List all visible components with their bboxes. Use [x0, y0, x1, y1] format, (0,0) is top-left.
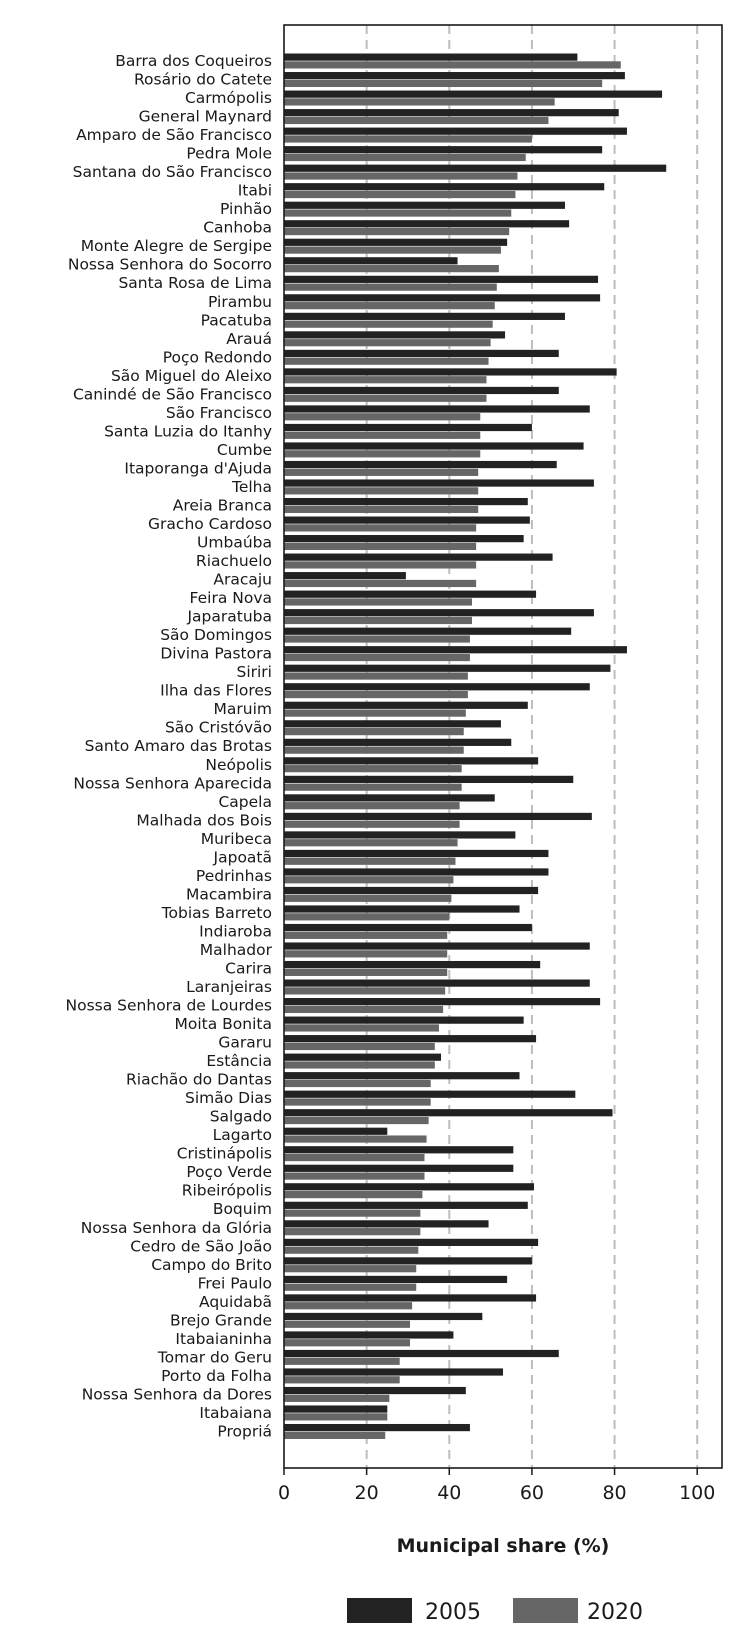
category-label: Umbaúba — [197, 533, 272, 552]
bar-2005 — [284, 498, 528, 505]
bar-2020 — [284, 765, 462, 772]
bar-2005 — [284, 1165, 513, 1172]
bar-2005 — [284, 924, 532, 931]
bar-2020 — [284, 209, 511, 216]
bar-2005 — [284, 1239, 538, 1246]
category-label: Tobias Barreto — [161, 903, 272, 922]
bar-2005 — [284, 1109, 613, 1116]
category-label: Amparo de São Francisco — [76, 126, 272, 145]
category-label: Pedrinhas — [195, 866, 272, 885]
bar-2020 — [284, 98, 555, 105]
bar-2005 — [284, 554, 553, 561]
bar-2020 — [284, 876, 453, 883]
category-label: Divina Pastora — [160, 644, 272, 663]
bar-2020 — [284, 1061, 435, 1068]
bar-2005 — [284, 442, 584, 449]
category-label: Boquim — [212, 1200, 272, 1219]
bar-2005 — [284, 276, 598, 283]
category-label: Japaratuba — [187, 607, 272, 626]
bar-2020 — [284, 265, 499, 272]
bar-2020 — [284, 80, 602, 87]
category-label: Maruim — [213, 700, 272, 719]
bar-2005 — [284, 813, 592, 820]
category-label: Carmópolis — [184, 89, 272, 108]
bar-2005 — [284, 998, 600, 1005]
bar-2005 — [284, 183, 604, 190]
bar-2020 — [284, 1302, 412, 1309]
bar-2005 — [284, 1054, 441, 1061]
bar-2005 — [284, 1276, 507, 1283]
category-label: São Cristóvão — [164, 718, 272, 737]
bar-2005 — [284, 109, 619, 116]
bar-2005 — [284, 165, 666, 172]
bar-2020 — [284, 1080, 431, 1087]
category-label: São Miguel do Aleixo — [110, 366, 272, 385]
bar-2005 — [284, 72, 625, 79]
category-label: Santo Amaro das Brotas — [84, 737, 272, 756]
category-label: Rosário do Catete — [133, 70, 272, 89]
bar-2005 — [284, 868, 548, 875]
bar-2020 — [284, 1395, 389, 1402]
bar-2005 — [284, 887, 538, 894]
bar-2005 — [284, 202, 565, 209]
legend-label-2020: 2020 — [587, 1600, 643, 1625]
bar-2020 — [284, 1432, 385, 1439]
x-tick-label: 20 — [354, 1482, 379, 1504]
x-tick-label: 80 — [602, 1482, 627, 1504]
bar-2005 — [284, 1368, 503, 1375]
legend-label-2005: 2005 — [425, 1600, 481, 1625]
category-label: Capela — [218, 792, 272, 811]
category-label: Areia Branca — [172, 496, 272, 515]
x-tick-label: 100 — [679, 1482, 716, 1504]
bar-2020 — [284, 747, 464, 754]
bar-2005 — [284, 146, 602, 153]
category-label: Pinhão — [220, 200, 272, 219]
bar-2020 — [284, 1265, 416, 1272]
bar-2005 — [284, 702, 528, 709]
bar-2005 — [284, 461, 557, 468]
bar-2020 — [284, 654, 470, 661]
category-label: Poço Verde — [186, 1163, 272, 1182]
category-label: Moita Bonita — [174, 1015, 272, 1034]
bar-2020 — [284, 1228, 420, 1235]
bar-2020 — [284, 839, 458, 846]
category-label: Indiaroba — [199, 922, 272, 941]
bar-2005 — [284, 517, 530, 524]
category-label: General Maynard — [138, 107, 272, 126]
bar-2005 — [284, 683, 590, 690]
category-label: Carira — [225, 959, 272, 978]
category-label: Cumbe — [216, 440, 272, 459]
bar-2020 — [284, 969, 447, 976]
bar-2005 — [284, 1405, 387, 1412]
bar-2020 — [284, 580, 476, 587]
x-tick-label: 40 — [437, 1482, 462, 1504]
category-label: Itabaiana — [199, 1403, 272, 1422]
category-label: Malhada dos Bois — [136, 811, 272, 830]
category-label: Feira Nova — [189, 589, 272, 608]
bar-2020 — [284, 1321, 410, 1328]
bar-2020 — [284, 1135, 427, 1142]
bar-2005 — [284, 1424, 470, 1431]
category-label: Campo do Brito — [151, 1255, 272, 1274]
bar-2005 — [284, 1350, 559, 1357]
bar-2020 — [284, 506, 478, 513]
bar-2020 — [284, 1247, 418, 1254]
category-label: Gararu — [218, 1033, 272, 1052]
bar-2005 — [284, 1257, 532, 1264]
category-label: Simão Dias — [185, 1089, 272, 1108]
bar-2020 — [284, 1191, 422, 1198]
bar-2020 — [284, 413, 480, 420]
bar-2020 — [284, 802, 460, 809]
category-label: Nossa Senhora da Glória — [80, 1218, 272, 1237]
bar-2020 — [284, 1413, 387, 1420]
category-label: Nossa Senhora do Socorro — [67, 255, 272, 274]
bar-2005 — [284, 239, 507, 246]
bar-2020 — [284, 395, 486, 402]
category-label: Nossa Senhora da Dores — [81, 1385, 272, 1404]
bar-2020 — [284, 487, 478, 494]
bar-2005 — [284, 91, 662, 98]
bar-2005 — [284, 572, 406, 579]
category-label: Riachão do Dantas — [126, 1070, 272, 1089]
bar-2005 — [284, 220, 569, 227]
bar-2020 — [284, 1339, 410, 1346]
category-label: Siriri — [236, 663, 272, 682]
bar-2005 — [284, 1331, 453, 1338]
bar-2005 — [284, 1128, 387, 1135]
category-label: Itabaianinha — [175, 1329, 272, 1348]
bar-2020 — [284, 858, 455, 865]
bar-2005 — [284, 831, 515, 838]
category-label: Brejo Grande — [170, 1311, 272, 1330]
bar-2005 — [284, 479, 594, 486]
bar-2005 — [284, 1017, 524, 1024]
bar-2005 — [284, 535, 524, 542]
bar-2020 — [284, 1043, 435, 1050]
bar-2020 — [284, 1284, 416, 1291]
x-tick-label: 60 — [519, 1482, 545, 1504]
category-label: Ribeirópolis — [181, 1181, 272, 1200]
bar-2005 — [284, 1387, 466, 1394]
bar-2020 — [284, 710, 466, 717]
bar-2005 — [284, 850, 548, 857]
bar-2005 — [284, 757, 538, 764]
category-label: Macambira — [185, 885, 272, 904]
bar-2020 — [284, 284, 497, 291]
bar-2020 — [284, 784, 462, 791]
bars — [284, 54, 666, 1439]
bar-2020 — [284, 1098, 431, 1105]
category-label: Pirambu — [208, 292, 272, 311]
bar-2020 — [284, 302, 495, 309]
category-label: Lagarto — [212, 1126, 272, 1145]
bar-2020 — [284, 895, 451, 902]
bar-2020 — [284, 358, 489, 365]
bar-2020 — [284, 950, 447, 957]
bar-2005 — [284, 1183, 534, 1190]
bar-2005 — [284, 350, 559, 357]
category-label: Barra dos Coqueiros — [115, 52, 272, 70]
bar-2020 — [284, 61, 621, 68]
bar-2020 — [284, 1117, 429, 1124]
bar-2020 — [284, 321, 493, 328]
category-label: Ilha das Flores — [160, 681, 272, 700]
bar-2020 — [284, 635, 470, 642]
bar-2020 — [284, 821, 460, 828]
bar-2020 — [284, 728, 464, 735]
bar-2020 — [284, 691, 468, 698]
bar-2020 — [284, 191, 515, 198]
bar-2020 — [284, 1173, 424, 1180]
bar-2005 — [284, 1202, 528, 1209]
bar-2020 — [284, 561, 476, 568]
bar-2020 — [284, 469, 478, 476]
category-label: Malhador — [199, 940, 272, 959]
category-label: Tomar do Geru — [157, 1348, 272, 1367]
bar-2005 — [284, 405, 590, 412]
bar-2005 — [284, 424, 532, 431]
category-label: Pedra Mole — [186, 144, 272, 163]
bar-2020 — [284, 117, 548, 124]
category-label: Neópolis — [205, 755, 272, 774]
category-label: Cedro de São João — [130, 1237, 272, 1256]
x-axis — [278, 1468, 715, 1504]
bar-2020 — [284, 1006, 443, 1013]
bar-2020 — [284, 1154, 424, 1161]
category-label: Poço Redondo — [162, 348, 272, 367]
bar-2005 — [284, 257, 458, 264]
category-label: Itaporanga d'Ajuda — [124, 459, 272, 478]
category-label: Itabi — [237, 181, 272, 200]
bar-2020 — [284, 432, 480, 439]
category-label: Monte Alegre de Sergipe — [80, 237, 272, 256]
bar-2005 — [284, 591, 536, 598]
bar-2005 — [284, 628, 571, 635]
bar-2020 — [284, 450, 480, 457]
bar-2020 — [284, 543, 476, 550]
bar-2005 — [284, 609, 594, 616]
bar-2005 — [284, 54, 577, 61]
bar-2005 — [284, 1294, 536, 1301]
bar-2020 — [284, 228, 509, 235]
bar-2020 — [284, 932, 447, 939]
bar-2005 — [284, 720, 501, 727]
x-tick-label: 0 — [277, 1482, 291, 1504]
category-label: Santa Luzia do Itanhy — [104, 422, 272, 441]
bar-2005 — [284, 739, 511, 746]
category-label: Salgado — [209, 1107, 272, 1126]
bar-2005 — [284, 1035, 536, 1042]
bar-2005 — [284, 1220, 489, 1227]
bar-2005 — [284, 646, 627, 653]
category-label: Laranjeiras — [186, 978, 272, 996]
legend — [347, 1598, 643, 1625]
category-label: Canhoba — [203, 218, 272, 237]
bar-2005 — [284, 368, 617, 375]
bar-2005 — [284, 1313, 482, 1320]
bar-2020 — [284, 524, 476, 531]
category-label: Nossa Senhora Aparecida — [73, 774, 272, 793]
bar-2020 — [284, 154, 526, 161]
bar-2005 — [284, 961, 540, 968]
bar-2020 — [284, 1024, 439, 1031]
bar-2005 — [284, 294, 600, 301]
bar-2005 — [284, 942, 590, 949]
category-label: Aracaju — [213, 570, 272, 589]
bar-2020 — [284, 672, 468, 679]
category-label: Telha — [232, 477, 272, 496]
bar-2020 — [284, 339, 491, 346]
bar-2020 — [284, 1358, 400, 1365]
category-label: São Francisco — [165, 403, 272, 422]
bar-2005 — [284, 331, 505, 338]
bar-2020 — [284, 913, 449, 920]
category-label: Cristinápolis — [176, 1144, 272, 1163]
category-label: Frei Paulo — [197, 1274, 272, 1293]
bar-2020 — [284, 247, 501, 254]
category-label: São Domingos — [160, 626, 272, 645]
bar-2005 — [284, 794, 495, 801]
legend-swatch-2020 — [513, 1598, 578, 1623]
bar-2020 — [284, 376, 486, 383]
category-label: Santa Rosa de Lima — [118, 274, 272, 293]
category-label: Pacatuba — [200, 311, 272, 330]
category-label: Porto da Folha — [161, 1366, 272, 1385]
category-label: Canindé de São Francisco — [72, 385, 272, 404]
category-label: Propriá — [217, 1422, 272, 1441]
category-label: Arauá — [226, 329, 272, 348]
bar-2020 — [284, 1210, 420, 1217]
bar-2005 — [284, 128, 627, 135]
category-label: Santana do São Francisco — [72, 163, 272, 182]
bar-2005 — [284, 313, 565, 320]
bar-2005 — [284, 980, 590, 987]
category-label: Japoatã — [213, 848, 272, 867]
bar-2005 — [284, 1146, 513, 1153]
bar-2020 — [284, 1376, 400, 1383]
category-label: Riachuelo — [195, 552, 272, 571]
bar-2020 — [284, 987, 445, 994]
bar-2005 — [284, 665, 610, 672]
bar-2020 — [284, 172, 517, 179]
category-label: Muribeca — [200, 829, 272, 848]
category-label: Gracho Cardoso — [148, 515, 272, 533]
legend-swatch-2005 — [347, 1598, 412, 1623]
bar-2005 — [284, 1091, 575, 1098]
category-label: Aquidabã — [199, 1292, 272, 1311]
bar-2005 — [284, 905, 520, 912]
bar-2020 — [284, 135, 532, 142]
category-labels — [66, 52, 273, 1440]
x-axis-title: Municipal share (%) — [396, 1535, 610, 1557]
bar-2005 — [284, 776, 573, 783]
bar-2005 — [284, 387, 559, 394]
bar-2020 — [284, 598, 472, 605]
category-label: Estância — [206, 1052, 272, 1071]
bar-2020 — [284, 617, 472, 624]
category-label: Nossa Senhora de Lourdes — [65, 996, 272, 1015]
bar-2005 — [284, 1072, 520, 1079]
